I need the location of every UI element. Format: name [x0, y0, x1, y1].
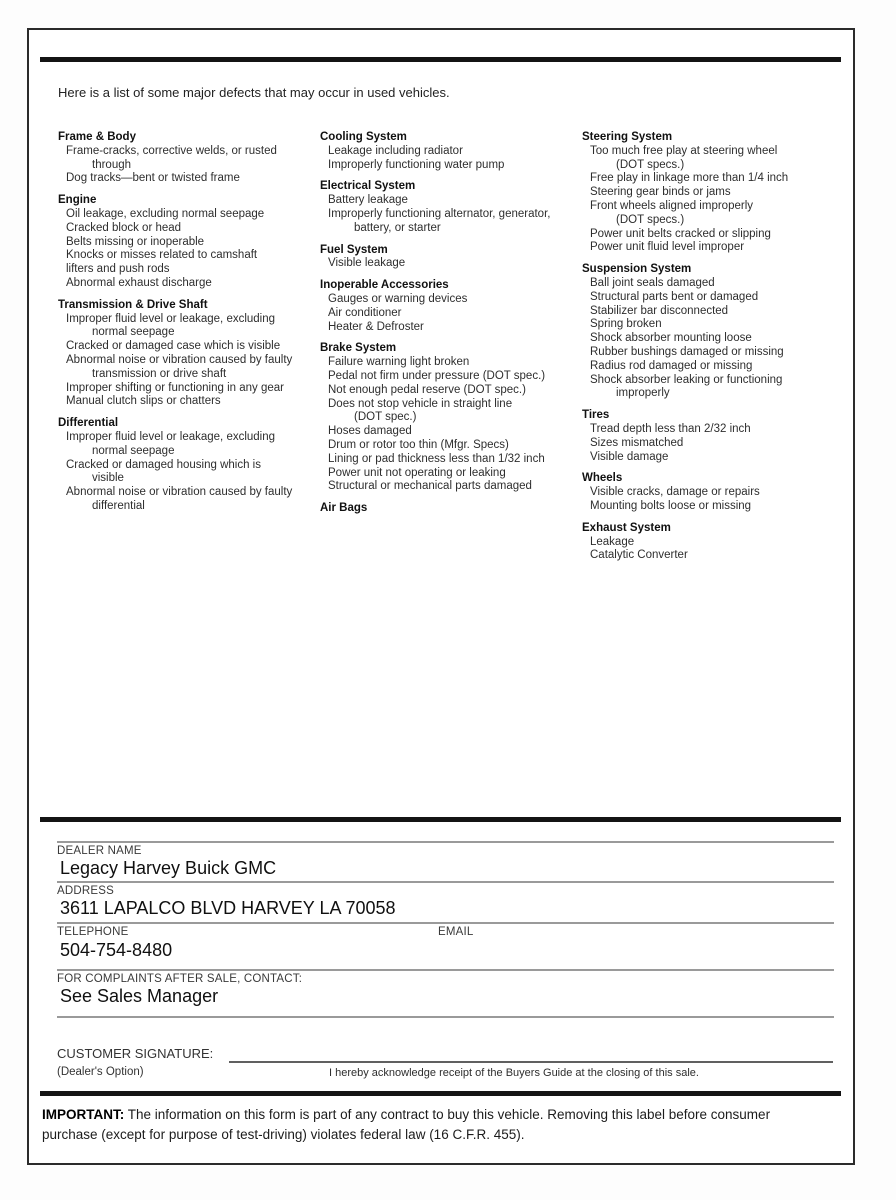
defect-item-line: Frame-cracks, corrective welds, or rusted: [66, 144, 277, 157]
defect-item-line: Power unit not operating or leaking: [328, 466, 506, 479]
customer-signature-line: [229, 1061, 833, 1063]
defect-item-line: Air conditioner: [328, 306, 402, 319]
defect-section-heading: Exhaust System: [582, 521, 671, 534]
defect-item-line: Drum or rotor too thin (Mfgr. Specs): [328, 438, 509, 451]
dealers-option-note: (Dealer's Option): [57, 1066, 144, 1078]
telephone-value: 504-754-8480: [60, 940, 173, 960]
defect-item-line: Belts missing or inoperable: [66, 235, 205, 248]
dealer-name-value: Legacy Harvey Buick GMC: [60, 858, 277, 878]
defect-item-line: Improperly functioning alternator, generator,: [328, 207, 551, 220]
defect-item-line: Cracked block or head: [66, 221, 182, 234]
defect-item-line: Visible leakage: [328, 257, 406, 270]
defect-item-line: Power unit belts cracked or slipping: [590, 227, 771, 240]
defect-item-line: Sizes mismatched: [590, 436, 684, 449]
defect-item-line: normal seepage: [92, 326, 175, 339]
defect-item-line: Leakage: [590, 535, 635, 548]
defect-section-heading: Cooling System: [320, 131, 407, 143]
defect-item-line: battery, or starter: [354, 221, 441, 234]
defects-column-3: [582, 131, 850, 563]
address-value: 3611 LAPALCO BLVD HARVEY LA 70058: [60, 898, 396, 918]
defect-item-line: Battery leakage: [328, 194, 408, 207]
defect-item-line: Failure warning light broken: [328, 356, 470, 369]
important-notice: [42, 1105, 824, 1145]
defect-section-heading: Engine: [58, 194, 97, 207]
defect-item-line: Improper fluid level or leakage, excluding: [66, 312, 276, 325]
email-label: EMAIL: [438, 926, 474, 938]
important-label: IMPORTANT:: [42, 1107, 125, 1122]
defect-item-line: Free play in linkage more than 1/4 inch: [590, 172, 789, 185]
defect-item-line: Manual clutch slips or chatters: [66, 395, 221, 408]
complaints-label: FOR COMPLAINTS AFTER SALE, CONTACT:: [57, 973, 303, 985]
defect-item-line: Does not stop vehicle in straight line: [328, 397, 513, 410]
defect-item-line: Shock absorber leaking or functioning: [590, 373, 783, 386]
telephone-field-line: [57, 922, 834, 924]
defect-item-line: Visible damage: [590, 450, 669, 463]
dealer-name-label: DEALER NAME: [57, 845, 142, 857]
defect-item-line: Improperly functioning water pump: [328, 158, 505, 171]
defect-item-line: lifters and push rods: [66, 263, 170, 276]
defect-item-line: Tread depth less than 2/32 inch: [590, 422, 751, 435]
dealer-section-divider-rule: [40, 817, 841, 822]
defect-section-heading: Steering System: [582, 131, 673, 143]
defect-section-heading: Transmission & Drive Shaft: [58, 298, 208, 311]
defect-item-line: Visible cracks, damage or repairs: [590, 486, 760, 499]
defect-item-line: Cracked or damaged case which is visible: [66, 340, 281, 353]
complaints-value: See Sales Manager: [60, 986, 219, 1006]
defect-section-heading: Suspension System: [582, 263, 692, 276]
defect-section-heading: Frame & Body: [58, 131, 136, 143]
address-field-line: [57, 881, 834, 883]
defect-item-line: (DOT specs.): [616, 213, 685, 226]
defect-section-heading: Brake System: [320, 342, 397, 355]
defect-item-line: Oil leakage, excluding normal seepage: [66, 207, 265, 220]
defect-item-line: Abnormal noise or vibration caused by faulty: [66, 486, 293, 499]
defect-item-line: Shock absorber mounting loose: [590, 332, 752, 345]
address-label: ADDRESS: [57, 885, 114, 897]
defect-item-line: Abnormal noise or vibration caused by faulty: [66, 353, 293, 366]
form-page: [27, 28, 855, 1165]
defect-item-line: Pedal not firm under pressure (DOT spec.): [328, 369, 546, 382]
dealer-name-field-line: [57, 841, 834, 843]
defect-item-line: Ball joint seals damaged: [590, 276, 715, 289]
defect-item-line: transmission or drive shaft: [92, 367, 227, 380]
defect-item-line: differential: [92, 499, 145, 512]
defect-item-line: Too much free play at steering wheel: [590, 144, 778, 157]
customer-signature-label: CUSTOMER SIGNATURE:: [57, 1046, 214, 1061]
defect-item-line: Radius rod damaged or missing: [590, 359, 753, 372]
defect-item-line: Gauges or warning devices: [328, 292, 468, 305]
defect-item-line: Improper fluid level or leakage, excluding: [66, 430, 276, 443]
important-text: The information on this form is part of any contract to buy this vehicle. Removing this label before consumer purchase (except for purpose of test-driving) violates federal law (16 C.F.R. 455).: [42, 1107, 771, 1142]
defect-item-line: Power unit fluid level improper: [590, 241, 745, 254]
defect-item-line: Knocks or misses related to camshaft: [66, 249, 258, 262]
defect-item-line: Rubber bushings damaged or missing: [590, 345, 784, 358]
defect-section-heading: Tires: [582, 409, 610, 422]
defect-item-line: Catalytic Converter: [590, 549, 688, 562]
defect-section-heading: Differential: [58, 417, 119, 430]
top-divider-rule: [40, 57, 841, 62]
defect-item-line: Front wheels aligned improperly: [590, 199, 753, 212]
defect-item-line: Cracked or damaged housing which is: [66, 458, 261, 471]
defect-item-line: (DOT spec.): [354, 411, 417, 424]
defect-item-line: visible: [92, 472, 124, 485]
defect-item-line: Abnormal exhaust discharge: [66, 276, 212, 289]
defect-item-line: through: [92, 158, 132, 171]
intro-sentence: Here is a list of some major defects that may occur in used vehicles.: [58, 85, 450, 100]
defect-item-line: normal seepage: [92, 444, 175, 457]
acknowledgment-text: I hereby acknowledge receipt of the Buyers Guide at the closing of this sale.: [329, 1067, 699, 1079]
defect-item-line: Lining or pad thickness less than 1/32 inch: [328, 452, 545, 465]
defects-column-2: [320, 131, 578, 516]
defect-item-line: Mounting bolts loose or missing: [590, 499, 752, 512]
defect-item-line: improperly: [616, 387, 670, 400]
defect-section-heading: Fuel System: [320, 243, 388, 256]
defect-section-heading: Electrical System: [320, 180, 416, 193]
defect-item-line: Structural or mechanical parts damaged: [328, 480, 532, 493]
defect-item-line: Stabilizer bar disconnected: [590, 304, 729, 317]
defect-item-line: Leakage including radiator: [328, 144, 463, 157]
defect-section-heading: Air Bags: [320, 502, 368, 515]
defect-section-heading: Wheels: [582, 472, 623, 485]
defect-item-line: Dog tracks—bent or twisted frame: [66, 172, 240, 185]
telephone-label: TELEPHONE: [57, 926, 129, 938]
defect-item-line: Heater & Defroster: [328, 320, 424, 333]
defect-item-line: Hoses damaged: [328, 425, 412, 438]
defect-item-line: Steering gear binds or jams: [590, 186, 731, 199]
important-section-divider-rule: [40, 1091, 841, 1096]
defects-column-1: [58, 131, 310, 514]
defect-item-line: Spring broken: [590, 318, 662, 331]
defect-section-heading: Inoperable Accessories: [320, 279, 449, 292]
complaints-field-line: [57, 969, 834, 971]
defect-item-line: Not enough pedal reserve (DOT spec.): [328, 383, 526, 396]
defect-item-line: Improper shifting or functioning in any gear: [66, 381, 284, 394]
defect-item-line: (DOT specs.): [616, 158, 685, 171]
defect-item-line: Structural parts bent or damaged: [590, 290, 759, 303]
complaints-bottom-line: [57, 1016, 834, 1018]
